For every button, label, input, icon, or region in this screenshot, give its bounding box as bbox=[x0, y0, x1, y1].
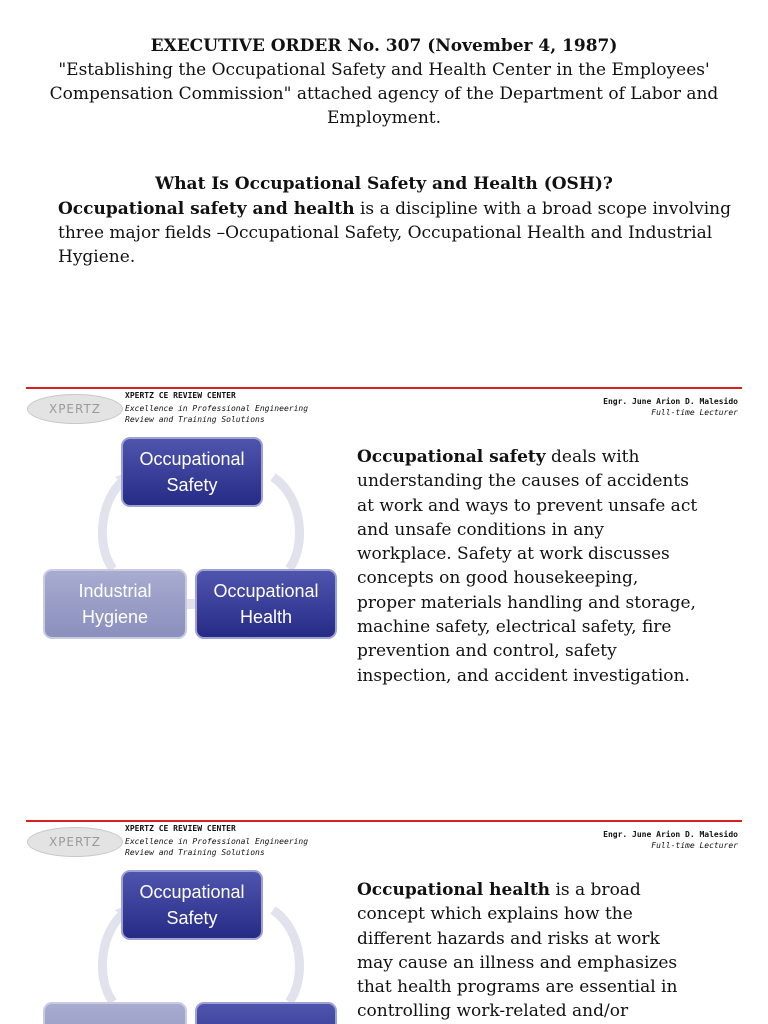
box-line: Occupational bbox=[213, 581, 319, 601]
osh-definition-text: is a discipline with a broad scope involving three major fields –Occupational Safety, Occupational Health and Industrial Hygiene. bbox=[58, 199, 732, 267]
lecturer-role: Full-time Lecturer bbox=[651, 841, 738, 850]
arrow-hygiene-to-safety bbox=[102, 914, 123, 1002]
slide-divider bbox=[26, 387, 742, 389]
text-line: concept which explains how the bbox=[357, 904, 633, 925]
box-line: Occupational bbox=[139, 449, 245, 469]
osh-heading: What Is Occupational Safety and Health (OSH)? bbox=[155, 174, 613, 194]
osh-cycle-diagram bbox=[43, 437, 343, 647]
executive-order-line: Employment. bbox=[326, 108, 442, 128]
text-line: machine safety, electrical safety, fire bbox=[357, 617, 672, 638]
lecturer-role: Full-time Lecturer bbox=[651, 408, 738, 417]
review-center-name: XPERTZ CE REVIEW CENTER bbox=[125, 391, 236, 400]
arrow-safety-to-health bbox=[273, 910, 300, 1002]
executive-order-title: EXECUTIVE ORDER No. 307 (November 4, 1987) bbox=[150, 36, 618, 56]
lecturer-info bbox=[603, 829, 738, 851]
box-line: Health bbox=[239, 607, 292, 627]
text-line: prevention and control, safety bbox=[357, 641, 617, 662]
occupational-safety-box bbox=[121, 437, 263, 507]
occupational-health-box bbox=[195, 569, 337, 639]
text-line: that health programs are essential in bbox=[357, 977, 678, 998]
text-fragment: is a broad bbox=[550, 880, 641, 900]
slide-occupational-safety bbox=[26, 387, 742, 717]
occupational-health-box bbox=[195, 1002, 337, 1024]
executive-order-line: "Establishing the Occupational Safety and Health Center in the Employees' bbox=[58, 60, 710, 80]
xpertz-logo: XPERTZ bbox=[27, 394, 123, 424]
text-line: and unsafe conditions in any bbox=[357, 519, 604, 540]
text-line: understanding the causes of accidents bbox=[357, 471, 689, 492]
osh-term: Occupational safety and health bbox=[58, 199, 355, 219]
text-line: workplace. Safety at work discusses bbox=[357, 544, 670, 565]
text-line: may cause an illness and emphasizes bbox=[357, 952, 678, 973]
text-line: at work and ways to prevent unsafe act bbox=[357, 495, 698, 516]
text-line: controlling work-related and/or bbox=[357, 1001, 629, 1022]
slide-body-text bbox=[357, 878, 703, 1024]
slide-term: Occupational safety bbox=[357, 447, 546, 467]
box-line: Safety bbox=[166, 475, 218, 495]
slide-body-text bbox=[357, 445, 703, 688]
slide-divider bbox=[26, 820, 742, 822]
box-line: Hygiene bbox=[81, 607, 149, 627]
arrow-safety-to-health bbox=[273, 477, 300, 569]
text-fragment: deals with bbox=[545, 447, 640, 467]
text-line: concepts on good housekeeping, bbox=[357, 568, 639, 589]
executive-order-line: Compensation Commission" attached agency of the Department of Labor and bbox=[49, 84, 719, 104]
review-center-tagline bbox=[125, 403, 365, 425]
box-line: Occupational bbox=[139, 882, 245, 902]
lecturer-info bbox=[603, 396, 738, 418]
review-center-name: XPERTZ CE REVIEW CENTER bbox=[125, 824, 236, 833]
lecturer-name: Engr. June Arion D. Malesido bbox=[603, 830, 738, 839]
occupational-safety-box bbox=[121, 870, 263, 940]
text-line bbox=[357, 445, 703, 469]
tagline-line: Excellence in Professional Engineering bbox=[125, 837, 309, 846]
industrial-hygiene-box bbox=[43, 1002, 187, 1024]
text-line: inspection, and accident investigation. bbox=[357, 665, 690, 686]
osh-cycle-diagram bbox=[43, 870, 343, 1024]
arrow-hygiene-to-safety bbox=[102, 481, 123, 569]
industrial-hygiene-box bbox=[43, 569, 187, 639]
box-line: Industrial bbox=[78, 581, 152, 601]
tagline-line: Review and Training Solutions bbox=[125, 848, 265, 857]
slide-occupational-health bbox=[26, 820, 742, 1024]
slide-term: Occupational health bbox=[357, 880, 551, 900]
osh-definition bbox=[58, 197, 738, 269]
text-line: different hazards and risks at work bbox=[357, 928, 660, 949]
xpertz-logo: XPERTZ bbox=[27, 827, 123, 857]
tagline-line: Review and Training Solutions bbox=[125, 415, 265, 424]
executive-order-intro bbox=[0, 34, 768, 130]
tagline-line: Excellence in Professional Engineering bbox=[125, 404, 309, 413]
lecturer-name: Engr. June Arion D. Malesido bbox=[603, 397, 738, 406]
review-center-tagline bbox=[125, 836, 365, 858]
text-line bbox=[357, 878, 703, 902]
text-line: proper materials handling and storage, bbox=[357, 592, 696, 613]
box-line: Safety bbox=[166, 908, 218, 928]
